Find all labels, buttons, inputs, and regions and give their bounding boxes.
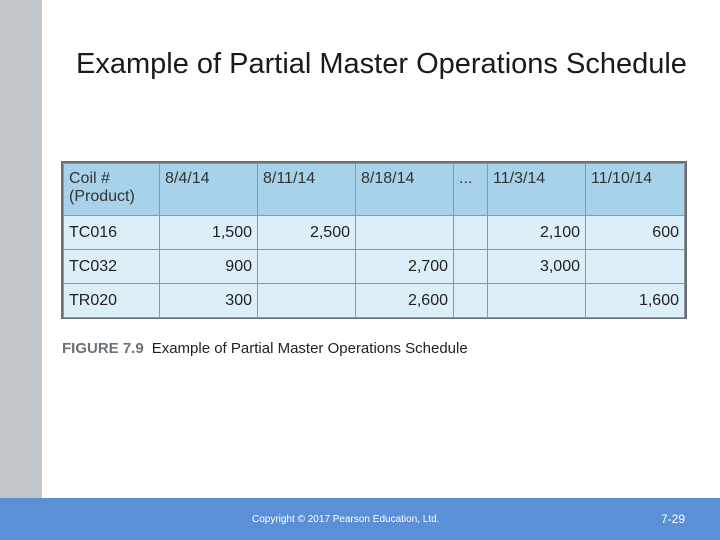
table-cell (454, 250, 488, 284)
header-date-1103: 11/3/14 (488, 164, 586, 216)
header-date-0811: 8/11/14 (258, 164, 356, 216)
header-date-1110: 11/10/14 (586, 164, 685, 216)
table-header-row (64, 164, 685, 216)
header-ellipsis: ... (454, 164, 488, 216)
figure-caption-text: Example of Partial Master Operations Schedule (151, 340, 468, 357)
figure-caption (62, 340, 468, 357)
table-row (64, 216, 685, 250)
table-cell (488, 284, 586, 318)
header-coil-product: Coil # (Product) (64, 164, 160, 216)
table-cell (454, 216, 488, 250)
table-cell (454, 284, 488, 318)
row-product: TC032 (64, 250, 160, 284)
slide-title: Example of Partial Master Operations Schedule (76, 48, 687, 80)
table-cell (258, 284, 356, 318)
table-cell: 300 (160, 284, 258, 318)
row-product: TC016 (64, 216, 160, 250)
figure-number: FIGURE 7.9 (62, 340, 144, 357)
schedule-table-container (61, 161, 687, 319)
table-cell: 600 (586, 216, 685, 250)
table-cell: 2,100 (488, 216, 586, 250)
table-cell (586, 250, 685, 284)
copyright-text: Copyright © 2017 Pearson Education, Ltd. (252, 514, 440, 525)
table-row (64, 250, 685, 284)
table-cell: 2,700 (356, 250, 454, 284)
table-cell (356, 216, 454, 250)
footer-bar (0, 498, 720, 540)
header-date-0818: 8/18/14 (356, 164, 454, 216)
header-date-0804: 8/4/14 (160, 164, 258, 216)
left-decorative-bar (0, 0, 42, 498)
table-cell: 900 (160, 250, 258, 284)
table-cell: 1,600 (586, 284, 685, 318)
table-row (64, 284, 685, 318)
table-cell (258, 250, 356, 284)
table-cell: 1,500 (160, 216, 258, 250)
row-product: TR020 (64, 284, 160, 318)
table-cell: 2,600 (356, 284, 454, 318)
table-cell: 2,500 (258, 216, 356, 250)
schedule-table (63, 163, 685, 318)
table-cell: 3,000 (488, 250, 586, 284)
page-number: 7-29 (660, 512, 685, 526)
